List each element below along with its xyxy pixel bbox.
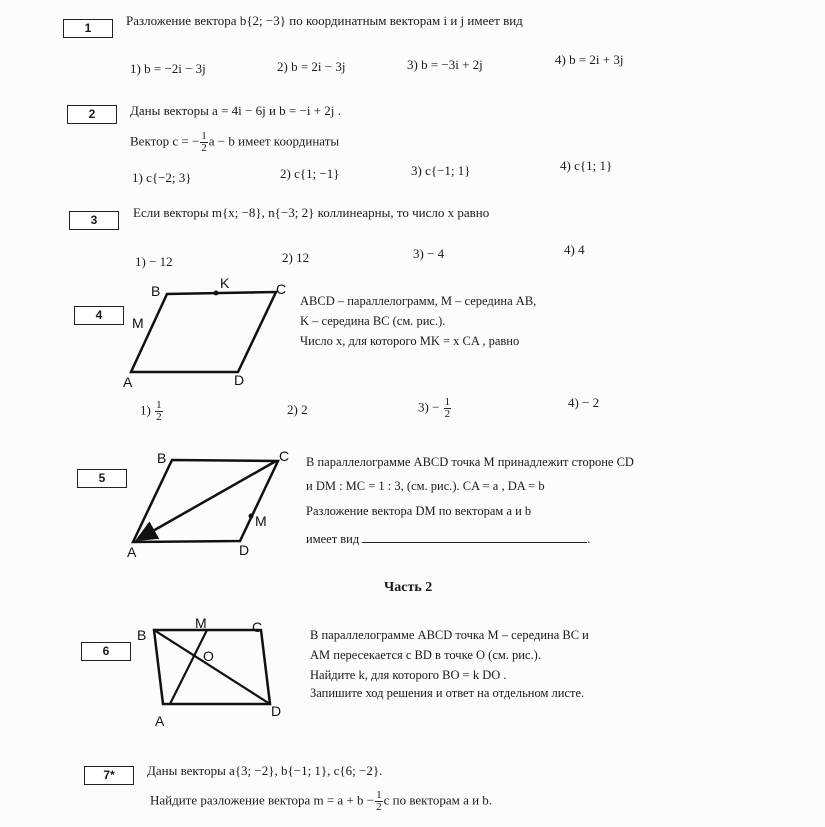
label-C: C	[279, 448, 290, 464]
answer-option: 4) c{1; 1}	[560, 158, 613, 173]
task-text: и DM : MC = 1 : 3, (см. рис.). CA = a , DA = b	[306, 479, 545, 493]
answer-option: 3) − $\frac{1}{2}$	[418, 396, 451, 420]
task-text: Запишите ход решения и ответ на отдельном листе.	[310, 686, 585, 700]
answer-option: 1) c{−2; 3}	[132, 170, 192, 185]
task-text: Разложение вектора DM по векторам a и b	[306, 504, 532, 518]
answer-option: 3) − 4	[413, 246, 445, 261]
task-text: AM пересекается с BD в точке O (см. рис.).	[310, 648, 541, 662]
task-text: Найдите k, для которого BO = k DO .	[310, 668, 507, 682]
parallelogram-figure-6	[125, 612, 295, 727]
answer-option: 3) c{−1; 1}	[411, 163, 471, 178]
task-number-box: 2	[67, 105, 117, 124]
answer-option: 4) b = 2i + 3j	[555, 52, 624, 67]
label-B: B	[137, 627, 147, 643]
task-number-box: 6	[81, 642, 131, 661]
task-text: Даны векторы a{3; −2}, b{−1; 1}, c{6; −2}.	[147, 763, 383, 778]
task-number-box: 3	[69, 211, 119, 230]
label-C: C	[276, 281, 287, 297]
task-text: Если векторы m{x; −8}, n{−3; 2} коллинеарны, то число x равно	[133, 205, 490, 220]
answer-line: имеет вид .	[306, 532, 591, 546]
task-number-box: 5	[77, 469, 127, 488]
answer-option: 4) 4	[564, 242, 585, 257]
label-O: O	[203, 648, 214, 664]
answer-option: 2) b = 2i − 3j	[277, 59, 346, 74]
label-C: C	[252, 619, 263, 635]
label-A: A	[123, 374, 133, 390]
task-text: ABCD – параллелограмм, M – середина AB,	[300, 294, 537, 308]
task-text: Число x, для которого MK = x CA , равно	[300, 334, 520, 348]
answer-option: 4) − 2	[568, 395, 600, 410]
label-A: A	[155, 713, 165, 727]
task-text: В параллелограмме ABCD точка M принадлежит стороне CD	[306, 455, 634, 469]
parallelogram-figure-4	[110, 272, 310, 392]
label-K: K	[220, 275, 230, 291]
answer-option: 2) 12	[282, 250, 310, 265]
answer-option: 1) b = −2i − 3j	[130, 61, 206, 76]
task-text: В параллелограмме ABCD точка M – середина BC и	[310, 628, 589, 642]
task-number-box: 7*	[84, 766, 134, 785]
part-2-heading: Часть 2	[384, 580, 433, 595]
label-D: D	[271, 703, 282, 719]
answer-option: 1) $\frac{1}{2}$	[140, 399, 162, 423]
label-M: M	[132, 315, 144, 331]
label-D: D	[234, 372, 245, 388]
label-M: M	[195, 615, 207, 631]
label-B: B	[157, 450, 167, 466]
label-D: D	[239, 542, 250, 558]
task-text: Найдите разложение вектора m = a + b − $\frac{1}{2}$ c по векторам a и b.	[150, 789, 493, 813]
task-text: Вектор c = − $\frac{1}{2}$ a − b имеет координаты	[130, 130, 340, 154]
task-text: K – середина BC (см. рис.).	[300, 314, 446, 328]
answer-option: 3) b = −3i + 2j	[407, 57, 483, 72]
label-M: M	[255, 513, 267, 529]
parallelogram-figure-5	[115, 445, 305, 565]
answer-option: 2) c{1; −1}	[280, 166, 340, 181]
label-A: A	[127, 544, 137, 560]
task-text: Разложение вектора b{2; −3} по координатным векторам i и j имеет вид	[126, 13, 523, 28]
task-number-box: 4	[74, 306, 124, 325]
task-text: Даны векторы a = 4i − 6j и b = −i + 2j .	[130, 103, 341, 118]
answer-option: 1) − 12	[135, 254, 173, 269]
label-B: B	[151, 283, 161, 299]
task-number-box: 1	[63, 19, 113, 38]
answer-option: 2) 2	[287, 402, 308, 417]
